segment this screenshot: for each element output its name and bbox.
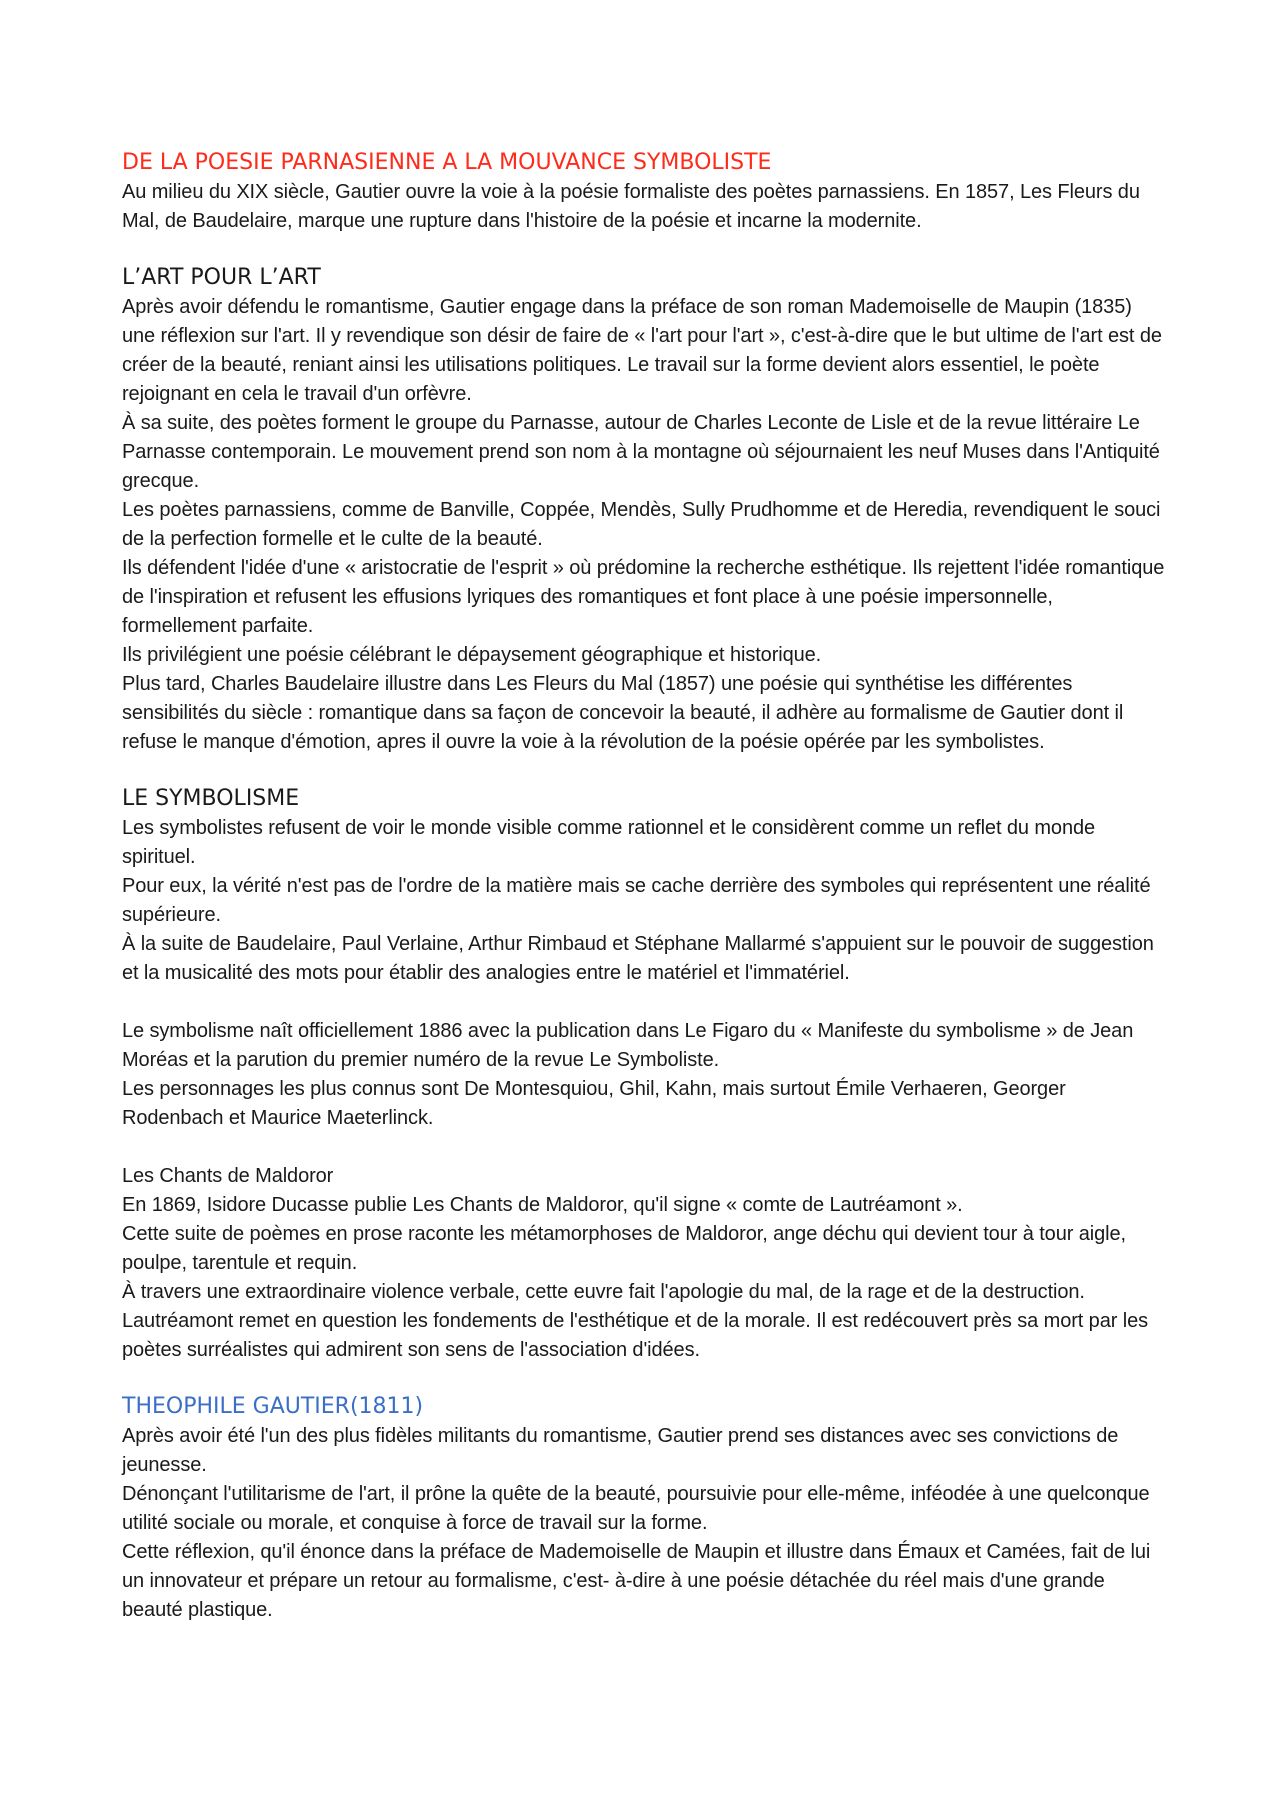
paragraph: Les personnages les plus connus sont De Montesquiou, Ghil, Kahn, mais surtout Émile Verhaeren, Georger Rodenbach et Maurice Maeterlinck.: [122, 1078, 1066, 1129]
paragraph: En 1869, Isidore Ducasse publie Les Chants de Maldoror, qu'il signe « comte de Lautréamont ».: [122, 1194, 963, 1216]
intro-paragraph: Au milieu du XIX siècle, Gautier ouvre la voie à la poésie formaliste des poètes parnassiens. En 1857, Les Fleurs du Mal, de Baudelaire, marque une rupture dans l'histoire de la poésie et incarne la modernite.: [122, 181, 1140, 232]
paragraph: Les poètes parnassiens, comme de Banville, Coppée, Mendès, Sully Prudhomme et de Heredia, revendiquent le souci de la perfection formelle et le culte de la beauté.: [122, 499, 1161, 550]
document-title: DE LA POESIE PARNASIENNE A LA MOUVANCE SYMBOLISTE: [122, 150, 772, 175]
paragraph: À travers une extraordinaire violence verbale, cette euvre fait l'apologie du mal, de la rage et de la destruction.: [122, 1281, 1085, 1303]
paragraph: À la suite de Baudelaire, Paul Verlaine, Arthur Rimbaud et Stéphane Mallarmé s'appuient sur le pouvoir de suggestion et la musicalité des mots pour établir des analogies entre le matériel et l'immatériel.: [122, 933, 1154, 984]
document-page: [122, 148, 1167, 1625]
section-heading-art-pour-art: L’ART POUR L’ART: [122, 265, 321, 290]
paragraph: Cette suite de poèmes en prose raconte les métamorphoses de Maldoror, ange déchu qui devient tour à tour aigle, poulpe, tarentule et requin.: [122, 1223, 1126, 1274]
section-heading-maldoror: Les Chants de Maldoror: [122, 1165, 334, 1187]
paragraph: Après avoir défendu le romantisme, Gautier engage dans la préface de son roman Mademoiselle de Maupin (1835) une réflexion sur l'art. Il y revendique son désir de faire de « l'art pour l'art », c'est-à-dire que le but ultime de l'art est de créer de la beauté, reniant ainsi les utilisations politiques. Le travail sur la forme devient alors essentiel, le poète rejoignant en cela le travail d'un orfèvre.: [122, 296, 1162, 405]
paragraph: Plus tard, Charles Baudelaire illustre dans Les Fleurs du Mal (1857) une poésie qui synthétise les différentes sensibilités du siècle : romantique dans sa façon de concevoir la beauté, il adhère au formalisme de Gautier dont il refuse le manque d'émotion, apres il ouvre la voie à la révolution de la poésie opérée par les symbolistes.: [122, 673, 1124, 753]
paragraph: Ils défendent l'idée d'une « aristocratie de l'esprit » où prédomine la recherche esthétique. Ils rejettent l'idée romantique de l'inspiration et refusent les effusions lyriques des romantiques et font place à une poésie impersonnelle, formellement parfaite.: [122, 557, 1165, 637]
paragraph: Après avoir été l'un des plus fidèles militants du romantisme, Gautier prend ses distances avec ses convictions de jeunesse.: [122, 1425, 1119, 1476]
paragraph: Lautréamont remet en question les fondements de l'esthétique et de la morale. Il est redécouvert près sa mort par les poètes surréalistes qui admirent son sens de l'association d'idées.: [122, 1310, 1149, 1361]
paragraph: Les symbolistes refusent de voir le monde visible comme rationnel et le considèrent comme un reflet du monde spirituel.: [122, 817, 1096, 868]
section-heading-gautier: THEOPHILE GAUTIER(1811): [122, 1394, 424, 1419]
section-heading-symbolisme: LE SYMBOLISME: [122, 786, 300, 811]
paragraph: Cette réflexion, qu'il énonce dans la préface de Mademoiselle de Maupin et illustre dans Émaux et Camées, fait de lui un innovateur et prépare un retour au formalisme, c'est- à-dire à une poésie détachée du réel mais d'une grande beauté plastique.: [122, 1541, 1151, 1621]
paragraph: Dénonçant l'utilitarisme de l'art, il prône la quête de la beauté, poursuivie pour elle-même, inféodée à une quelconque utilité sociale ou morale, et conquise à force de travail sur la forme.: [122, 1483, 1150, 1534]
paragraph: Pour eux, la vérité n'est pas de l'ordre de la matière mais se cache derrière des symboles qui représentent une réalité supérieure.: [122, 875, 1151, 926]
paragraph: Ils privilégient une poésie célébrant le dépaysement géographique et historique.: [122, 644, 822, 666]
paragraph: Le symbolisme naît officiellement 1886 avec la publication dans Le Figaro du « Manifeste du symbolisme » de Jean Moréas et la parution du premier numéro de la revue Le Symboliste.: [122, 1020, 1134, 1071]
paragraph: À sa suite, des poètes forment le groupe du Parnasse, autour de Charles Leconte de Lisle et de la revue littéraire Le Parnasse contemporain. Le mouvement prend son nom à la montagne où séjournaient les neuf Muses dans l'Antiquité grecque.: [122, 412, 1160, 492]
